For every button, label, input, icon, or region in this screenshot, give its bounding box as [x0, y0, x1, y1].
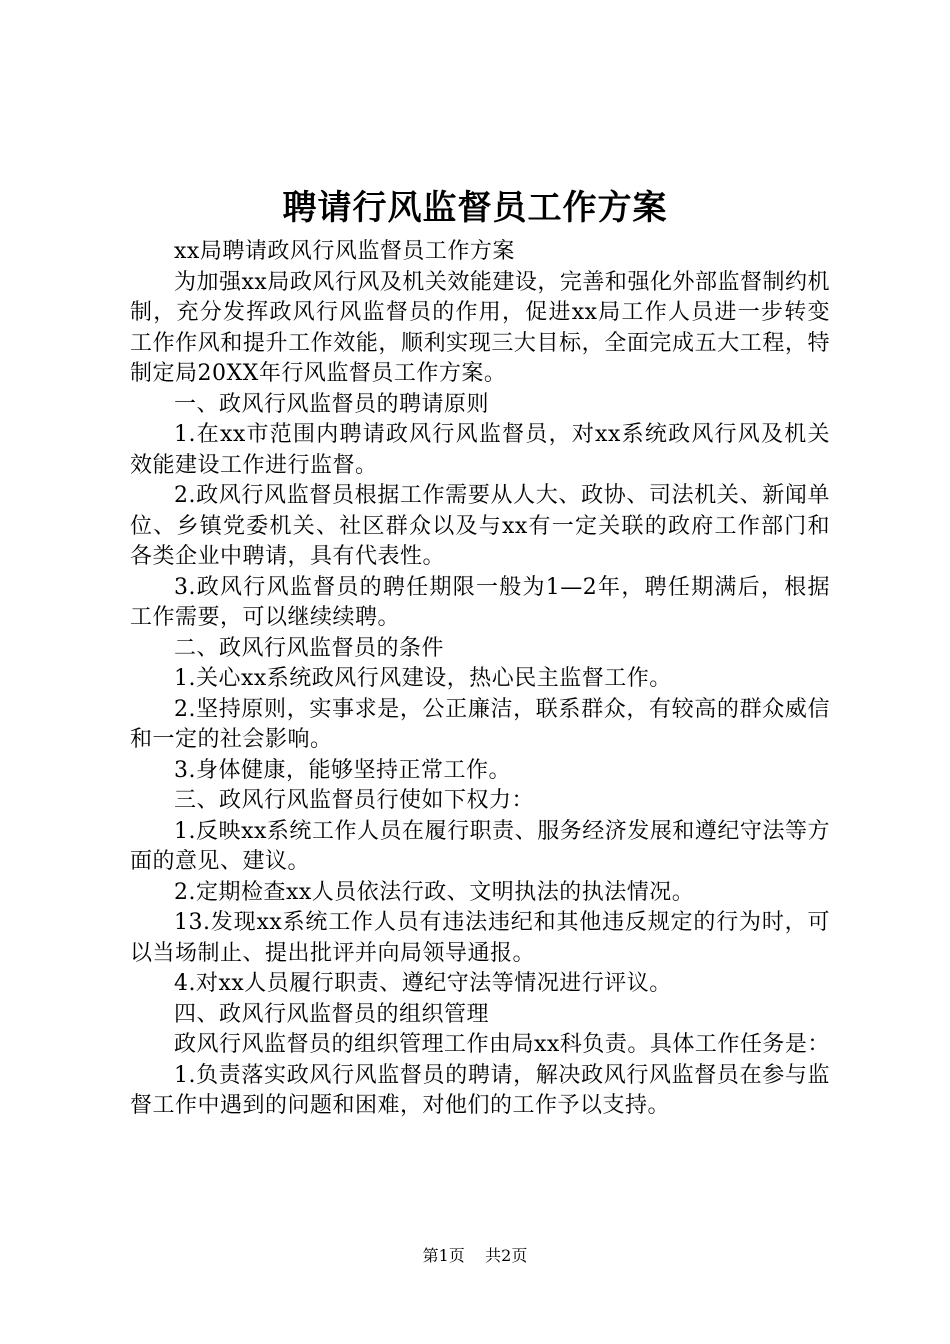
paragraph: 3.政风行风监督员的聘任期限一般为1—2年，聘任期满后，根据工作需要，可以继续续聘。	[130, 574, 830, 630]
paragraph: xx局聘请政风行风监督员工作方案	[174, 239, 515, 264]
paragraph: 1.在xx市范围内聘请政风行风监督员，对xx系统政风行风及机关效能建设工作进行监督。	[130, 422, 830, 478]
document-body	[130, 237, 830, 1122]
page-total: 共2页	[485, 1246, 528, 1265]
paragraph: 4.对xx人员履行职责、遵纪守法等情况进行评议。	[174, 971, 672, 996]
paragraph: 13.发现xx系统工作人员有违法违纪和其他违反规定的行为时，可以当场制止、提出批评并向局领导通报。	[130, 910, 830, 966]
paragraph: 2.政风行风监督员根据工作需要从人大、政协、司法机关、新闻单位、乡镇党委机关、社区群众以及与xx有一定关联的政府工作部门和各类企业中聘请，具有代表性。	[130, 483, 830, 569]
section-heading: 二、政风行风监督员的条件	[174, 635, 445, 661]
section-heading: 三、政风行风监督员行使如下权力：	[174, 788, 535, 813]
page-number: 第1页	[422, 1246, 465, 1265]
paragraph: 1.反映xx系统工作人员在履行职责、服务经济发展和遵纪守法等方面的意见、建议。	[130, 818, 830, 874]
section-heading: 一、政风行风监督员的聘请原则	[174, 391, 490, 417]
page-footer	[0, 1245, 950, 1267]
paragraph: 2.定期检查xx人员依法行政、文明执法的执法情况。	[174, 879, 695, 905]
section-heading: 四、政风行风监督员的组织管理	[174, 1001, 490, 1027]
paragraph: 为加强xx局政风行风及机关效能建设，完善和强化外部监督制约机制，充分发挥政风行风监督员的作用，促进xx局工作人员进一步转变工作作风和提升工作效能，顺利实现三大目标，全面完成五大工程，特制定局20XX年行风监督员工作方案。	[130, 269, 830, 386]
paragraph: 1.负责落实政风行风监督员的聘请，解决政风行风监督员在参与监督工作中遇到的问题和困难，对他们的工作予以支持。	[130, 1062, 830, 1118]
paragraph: 2.坚持原则，实事求是，公正廉洁，联系群众，有较高的群众威信和一定的社会影响。	[130, 696, 830, 752]
paragraph: 1.关心xx系统政风行风建设，热心民主监督工作。	[174, 666, 672, 691]
document-title: 聘请行风监督员工作方案	[282, 188, 668, 228]
paragraph: 3.身体健康，能够坚持正常工作。	[174, 757, 511, 783]
paragraph: 政风行风监督员的组织管理工作由局xx科负责。具体工作任务是：	[174, 1032, 830, 1057]
